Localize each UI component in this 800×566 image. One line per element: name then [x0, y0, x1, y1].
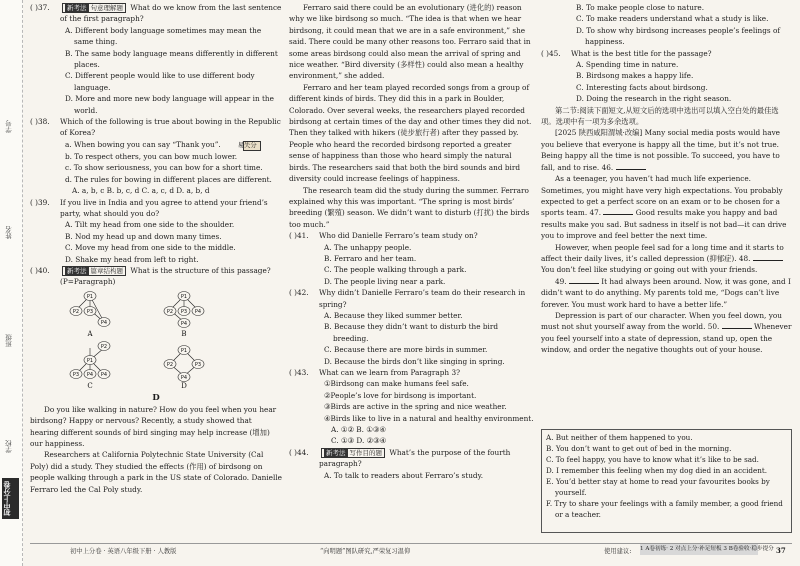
answer-blank[interactable] [569, 283, 599, 284]
paragraph: Whenever you feel yourself into a state of depression, stand up, open the window, and order the negative thoughts out of your house. [541, 322, 792, 355]
structure-diagrams [64, 288, 282, 392]
option: B. Birdsong makes a happy life. [576, 71, 694, 81]
binding-margin [0, 0, 23, 566]
node-label: P1 [86, 357, 94, 364]
option: C. Different people would like to use different body language. [65, 71, 255, 92]
node-label: P1 [180, 347, 188, 354]
node-label: P1 [180, 293, 188, 300]
answer-blank[interactable] [616, 169, 646, 170]
statement: ③Birds are active in the spring and nice weather. [324, 402, 507, 412]
option: A. Tilt my head from one side to the shoulder. [65, 220, 235, 230]
option: C. The people walking through a park. [324, 265, 467, 275]
node-label: P4 [180, 320, 188, 327]
choice-item: D. I remember this feeling when my dog died in an accident. [546, 466, 768, 475]
source-note: [2025 陕西咸阳渭城·改编] [555, 128, 643, 138]
node-label: P4 [194, 308, 202, 315]
option: D. To show why birdsong increases people’s feelings of happiness. [576, 25, 781, 47]
margin-label-school: 学校 [5, 440, 13, 453]
option: B. To make people close to nature. [576, 3, 705, 12]
node-label: P2 [72, 308, 80, 315]
statement: c. To show seriousness, you can bow for a short time. [65, 163, 263, 173]
paragraph: Good results make you happy and bad results make you sad. But sadness in itself is not bad—it can drive you to improve and feel better the next time. [541, 208, 787, 241]
option: A. Because they liked summer better. [324, 310, 463, 320]
brand-badge: 初中上分卷 [2, 478, 19, 519]
statement: b. To respect others, you can bow much lower. [65, 151, 238, 161]
question-tag: 新考法 写作目的题 [321, 448, 385, 458]
option: D. More and more new body language will appear in the world. [65, 94, 274, 115]
node-label: P1 [86, 293, 94, 300]
footer-middle: “向明题”图队研究,严荣复习温仰 [320, 548, 411, 555]
diagram-label-a: A [87, 329, 93, 338]
node-label: P4 [100, 371, 108, 378]
statement: d. The rules for bowing in different places are different. [65, 174, 272, 184]
node-label: P3 [86, 308, 94, 315]
option: D. Doing the research in the right season. [576, 94, 732, 104]
node-label: P2 [166, 361, 174, 368]
paragraph: Do you like walking in nature? How do you feel when you hear birdsong? Happy or nervous? Recently, a study showed that hearing different sounds of bird singing may help increase (增加) our happiness. [30, 404, 277, 448]
paragraph: It had always been around. Now, it was gone, and I didn’t want to do anything. My parents told me, “Dogs can’t live forever. You must work hard to have a better life.” [541, 276, 791, 309]
paragraph: However, when people feel sad for a long time and it starts to affect their daily lives, it’s called depression (抑郁症). 48. [541, 242, 784, 263]
option-row: A. a, b, c B. b, c, d C. a, c, d D. a, b, d [72, 186, 210, 196]
diagram-label-d: D [181, 381, 187, 390]
node-label: P4 [86, 371, 94, 378]
paragraph: Depression is part of our character. When you feel down, you must not shut yourself away from the world. 50. [541, 310, 782, 332]
question-38: ( )38. Which of the following is true about bowing in the Republic of Korea? [30, 117, 281, 138]
diagram-label-c: C [87, 381, 93, 390]
option: A. Spending time in nature. [576, 60, 679, 70]
choice-item: F. Try to share your feelings with a family member, a good friend or a teacher. [546, 499, 783, 519]
structure-trees-svg [64, 288, 274, 392]
option: C. Interesting facts about birdsong. [576, 82, 708, 92]
question-tag: 新考法 篇章结构题 [62, 266, 126, 276]
question-39: ( )39. If you live in India and you agree to attend your friend’s party, what should you do? [30, 197, 268, 218]
statement: ④Birds like to live in a natural and healthy environment. [324, 413, 534, 423]
node-label: P3 [72, 371, 80, 378]
option: A. Different body language sometimes may mean the same thing. [65, 25, 262, 47]
question-44: ( )44. 新考法 写作目的题 What’s the purpose of the fourth paragraph? [289, 447, 511, 469]
option: A. The unhappy people. [324, 242, 412, 252]
node-label: P4 [180, 374, 188, 381]
paragraph: Ferraro said there could be an evolutionary (进化的) reason why we like birdsong so much. “The idea is that when we hear birdsong, it could mean that we are in a safe environment,” she said. There could be many other reasons too. Ferraro said that in some areas birdsong could also mean the arrival of spring and nice weather. “Bird diversity (多样性) could also mean a healthy environment,” she added. [289, 3, 531, 81]
option-box [541, 429, 792, 533]
choice-item: C. To feel happy, you have to know what it’s like to be sad. [546, 455, 759, 464]
error-prone-badge: 易失分 [243, 141, 261, 151]
option: B. Because they didn’t want to disturb the bird breeding. [324, 322, 499, 343]
answer-blank[interactable] [722, 328, 752, 329]
option: C. Because there are more birds in summer. [324, 345, 488, 355]
usage-steps: 1 A卷初练· 2 对点上分·补足短板 3 B卷验收·稳步提分 [640, 544, 758, 555]
choice-item: B. You don’t want to get out of bed in the morning. [546, 444, 732, 453]
answer-blank[interactable] [603, 214, 633, 215]
option-row: A. ①② B. ①③④ [331, 425, 386, 435]
column-left [30, 2, 282, 495]
footer-usage-label: 使用建议: [604, 548, 632, 555]
option: A. To talk to readers about Ferraro’s study. [324, 470, 484, 480]
diagram-label-b: B [181, 329, 187, 338]
margin-label-name: 姓名 [5, 226, 13, 239]
paragraph: You don’t feel like studying or going out with your friends. [541, 265, 758, 275]
question-43: ( )43. What can we learn from Paragraph 3? [289, 368, 460, 377]
option: B. Ferraro and her team. [324, 253, 417, 263]
option: C. To make readers understand what a study is like. [576, 14, 769, 24]
statement: ①Birdsong can make humans feel safe. [324, 379, 469, 389]
choice-item: E. You’d better stay at home to read your favourites books by yourself. [546, 477, 770, 497]
choice-item: A. But neither of them happened to you. [546, 433, 693, 442]
paragraph: As a teenager, you haven’t had much life experience. Sometimes, you might have very high expectations. You probably expected to get a perfect score on an exam or to be chosen for a sports team. 47. [541, 174, 783, 218]
margin-label-class: 班级 [5, 334, 13, 347]
option: B. The same body language means differently in different places. [65, 48, 278, 70]
node-label: P4 [100, 319, 108, 326]
section-heading-d: D [152, 392, 160, 403]
node-label: P2 [166, 308, 174, 315]
paragraph: The research team did the study during the summer. Ferraro explained why this was important. “The spring is most birds’ breeding (繁殖) season. We didn’t want to disturb (打扰) the birds too much.” [289, 185, 530, 229]
section-instruction: 第二节:阅读下面短文,从短文后的选项中选出可以填入空白处的最佳选项。选项中有一项为多余选项。 [541, 105, 779, 127]
option: C. Move my head from one side to the middle. [65, 243, 236, 253]
column-right [541, 2, 793, 356]
question-45: ( )45. What is the best title for the passage? [541, 48, 712, 58]
option: D. Because the birds don’t like singing in spring. [324, 356, 505, 366]
node-label: P3 [180, 308, 188, 315]
option-row: C. ①③ D. ②③④ [331, 436, 387, 446]
question-40: ( )40. 新考法 篇章结构题 What is the structure of this passage? (P=Paragraph) [30, 265, 271, 287]
node-label: P2 [100, 343, 108, 350]
footer-left: 初中上分卷 · 英语八年级下册 · 人教版 [70, 548, 177, 555]
option: B. Nod my head up and down many times. [65, 231, 222, 241]
paragraph: Ferraro and her team played recorded songs from a group of different kinds of birds. They did this in a park in Boulder, Colorado. Over several weeks, the researchers played recorded birdsong at certain times of the day and other times they did not. Then they talked with hikers (徒步旅行者) after they passed by. People who heard the recorded birdsong reported a greater sense of happiness than those who heard simply the natural birds. The researchers said that both the bird sounds and bird diversity could increase feelings of happiness. [289, 82, 532, 184]
question-37: ( )37. 新考法 句意理解题 What do we know from the last sentence of the first paragraph? [30, 3, 282, 24]
page-number: 37 [776, 546, 786, 555]
question-tag: 新考法 句意理解题 [62, 3, 126, 13]
margin-label-student-no: 学号 [5, 120, 13, 133]
question-41: ( )41. Who did Danielle Ferraro’s team study on? [289, 231, 478, 241]
option: D. The people living near a park. [324, 276, 446, 286]
option: D. Shake my head from left to right. [65, 254, 199, 264]
statement: ②People’s love for birdsong is important. [324, 390, 477, 400]
paragraph: Many social media posts would have you believe that everyone is happy all the time, but it’s not true. Being happy all the time is not possible. To succeed, you have to fall, and to rise. 46. [541, 128, 781, 172]
node-label: P3 [194, 361, 202, 368]
paragraph: Researchers at California Polytechnic State University (Cal Poly) did a study. They studied the effects (作用) of birdsong on people walking through a park in the US state of Colorado. Danielle Ferraro led the Cal Poly study. [30, 450, 282, 494]
answer-blank[interactable] [753, 260, 783, 261]
column-middle [289, 2, 534, 481]
question-42: ( )42. Why didn’t Danielle Ferraro’s team do their research in spring? [289, 288, 526, 309]
paragraph: 49. [555, 276, 567, 286]
statement: a. When bowing you can say “Thank you”. [65, 139, 221, 149]
